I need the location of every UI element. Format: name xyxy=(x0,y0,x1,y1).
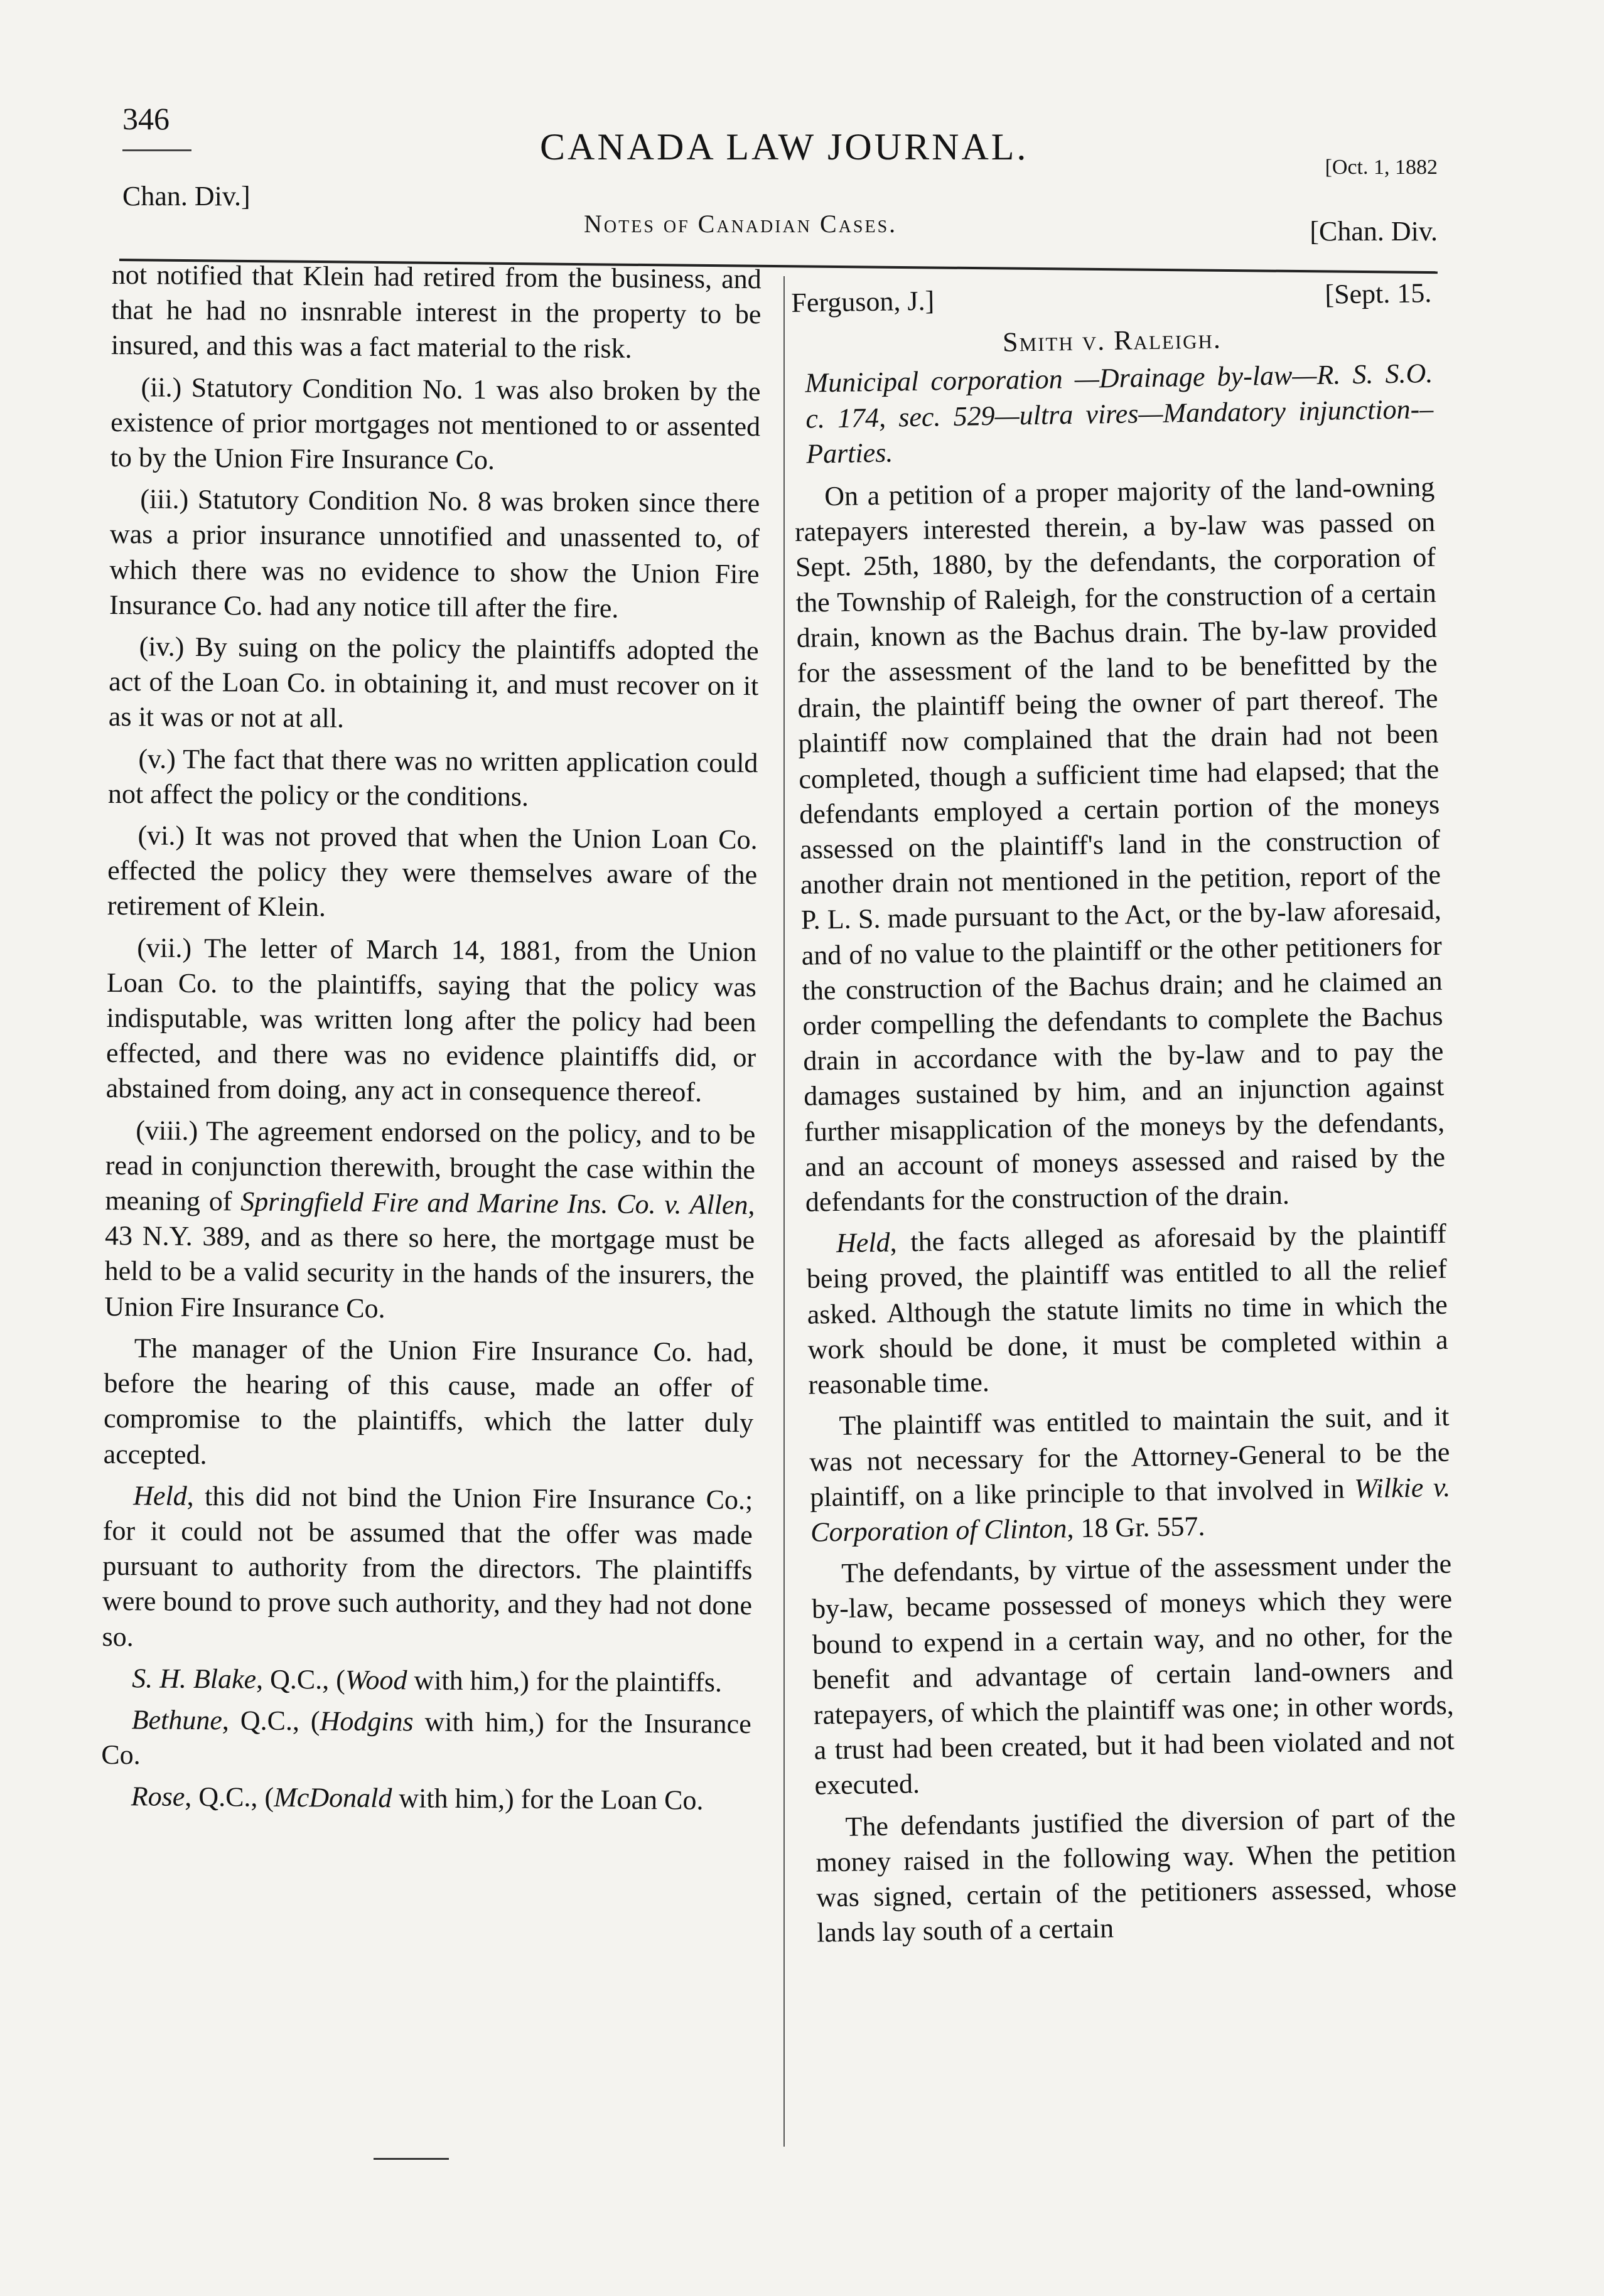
paragraph: (iv.) By suing on the policy the plaintiffs adopted the act of the Loan Co. in obtaining it, and must recover on it as it was or not at all. xyxy=(108,631,759,734)
journal-title: CANADA LAW JOURNAL. xyxy=(540,126,1029,168)
issue-date: [Oct. 1, 1882 xyxy=(1325,156,1438,179)
left-column xyxy=(101,257,762,1825)
page-number: 346 xyxy=(122,101,170,136)
text: , Q.C., ( xyxy=(256,1663,346,1695)
text: (viii.) The agreement endorsed on the policy, and to be read in conjunction therewith, brought the case within the meaning of xyxy=(105,1114,756,1217)
held-paragraph xyxy=(806,1216,1449,1403)
headnote: Municipal corporation —Drainage by-law—R. S. S.O. c. 174, sec. 529—ultra vires—Mandatory injunction-–Parties. xyxy=(805,358,1434,469)
held-label: Held xyxy=(133,1479,187,1511)
counsel-name: Bethune xyxy=(131,1704,223,1736)
counsel-name: McDonald xyxy=(274,1782,392,1814)
text: with him,) for the Loan Co. xyxy=(392,1783,704,1816)
text: with him,) for the Insurance Co. xyxy=(101,1706,751,1771)
paragraph: The defendants justified the diversion of part of the money raised in the following way. When the petition was signed, certain of the petitioners assessed, whose lands lay south of a certain xyxy=(815,1801,1457,1948)
text: , 18 Gr. 557. xyxy=(1067,1510,1205,1544)
case-citation: Wilkie v. Corporation of Clinton xyxy=(810,1471,1451,1548)
center-running-head: Notes of Canadian Cases. xyxy=(584,210,898,238)
text: , this did not bind the Union Fire Insurance Co.; for it could not be assumed that the offer was made pursuant to authority from the directors. The plaintiffs were bound to prove such authority, and they had not done so. xyxy=(102,1480,753,1652)
counsel-name: Hodgins xyxy=(320,1705,414,1737)
counsel-name: Wood xyxy=(345,1664,407,1696)
counsel-line xyxy=(102,1661,751,1700)
text: , the facts alleged as aforesaid by the plaintiff being proved, the plaintiff was entitled to all the relief asked. Although the statute limits no time in which the work should be done, it must be completed within a reasonable time. xyxy=(806,1218,1448,1400)
paragraph: (vii.) The letter of March 14, 1881, from the Union Loan Co. to the plaintiffs, saying that the policy was indisputable, was written long after the policy had been effected, and there was no evidence plaintiffs did, or abstained from doing, any act in consequence thereof. xyxy=(105,931,757,1108)
case-title: Smith v. Raleigh. xyxy=(1002,323,1222,358)
held-paragraph xyxy=(102,1478,753,1659)
counsel-line xyxy=(101,1779,751,1818)
judge-name: Ferguson, J.] xyxy=(791,285,935,318)
counsel-line xyxy=(101,1702,751,1778)
text: with him,) for the plaintiffs. xyxy=(407,1665,723,1698)
text: , 43 N.Y. 389, and as there so here, the mortgage must be held to be a valid security in the hands of the insurers, the Union Fire Insurance Co. xyxy=(104,1189,755,1324)
paragraph xyxy=(104,1113,755,1329)
text: , Q.C., ( xyxy=(222,1705,320,1737)
held-label: Held xyxy=(836,1226,890,1259)
case-citation: Springfield Fire and Marine Ins. Co. v. Allen xyxy=(240,1186,748,1221)
right-column xyxy=(791,276,1458,1957)
case-header-line xyxy=(791,276,1432,321)
column-divider xyxy=(783,276,785,2147)
paragraph xyxy=(809,1399,1451,1550)
decision-date: [Sept. 15. xyxy=(1325,277,1432,310)
page-number-rule xyxy=(122,149,191,151)
paragraph: (iii.) Statutory Condition No. 8 was broken since there was a prior insurance unnotified and unassented to, of which there was no evidence to show the Union Fire Insurance Co. had any notice till after the fire. xyxy=(109,483,760,624)
counsel-name: Rose xyxy=(131,1781,185,1813)
end-of-case-rule xyxy=(374,2158,449,2160)
text: , Q.C., ( xyxy=(185,1781,274,1813)
paragraph: (vi.) It was not proved that when the Union Loan Co. effected the policy they were themselves aware of the retirement of Klein. xyxy=(107,820,758,923)
paragraph: not notified that Klein had retired from the business, and that he had no insnrable interest in the property to be insured, and this was a fact material to the risk. xyxy=(110,259,762,365)
paragraph: On a petition of a proper majority of the land-owning ratepayers interested therein, a by-law was passed on Sept. 25th, 1880, by the defendants, the corporation of the Township of Raleigh, for the construction of a certain drain, known as the Bachus drain. The by-law provided for the assessment of the land to be benefitted by the drain, the plaintiff being the owner of part thereof. The plaintiff now complained that the drain had not been completed, though a sufficient time had elapsed; that the defendants employed a certain portion of the moneys assessed on the plaintiff's land in the construction of another drain not mentioned in the petition, report of the P. L. S. made pursuant to the Act, or the by-law aforesaid, and of no value to the plaintiff or the other petitioners for the construction of the Bachus drain; and he claimed an order compelling the defendants to complete the Bachus drain in accordance with the by-law and to pay the damages sustained by him, and an injunction against further misapplication of the moneys by the defendants, and an account of moneys assessed and raised by the defendants for the construction of the drain. xyxy=(794,471,1446,1218)
paragraph: The manager of the Union Fire Insurance Co. had, before the hearing of this cause, made an offer of compromise to the plaintiffs, which the latter duly accepted. xyxy=(103,1333,755,1470)
paragraph: (v.) The fact that there was no written application could not affect the policy or the conditions. xyxy=(107,743,758,812)
right-running-head: [Chan. Div. xyxy=(1310,216,1438,247)
paragraph: The defendants, by virtue of the assessment under the by-law, became possessed of moneys which they were bound to expend in a certain way, and no other, for the benefit and advantage of certain land-owners and ratepayers, of which the plaintiff was one; in other words, a trust had been created, but it had been violated and not executed. xyxy=(811,1548,1455,1801)
text: The plaintiff was entitled to maintain the suit, and it was not necessary for the Attorney-General to be the plaintiff, on a like principle to that involved in xyxy=(809,1401,1450,1513)
counsel-name: S. H. Blake xyxy=(132,1662,257,1695)
left-running-head: Chan. Div.] xyxy=(122,181,250,212)
paragraph: (ii.) Statutory Condition No. 1 was also broken by the existence of prior mortgages not mentioned to or assented to by the Union Fire Insurance Co. xyxy=(110,371,761,476)
